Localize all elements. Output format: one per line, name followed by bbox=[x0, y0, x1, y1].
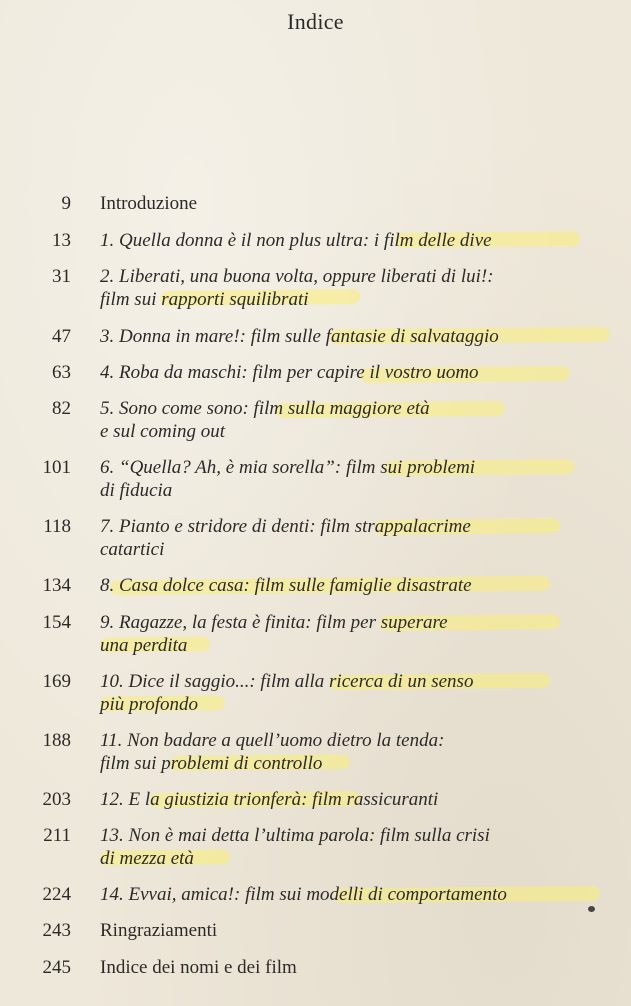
toc-page-number: 47 bbox=[52, 326, 71, 347]
toc-title: 4. Roba da maschi: film per capire il vostro uomo bbox=[100, 362, 479, 383]
toc-title: 7. Pianto e stridore di denti: film strappalacrime catartici bbox=[100, 516, 471, 560]
toc-page-number: 101 bbox=[42, 457, 71, 478]
toc-title: 13. Non è mai detta l’ultima parola: film sulla crisi di mezza età bbox=[100, 825, 490, 869]
toc-title: 10. Dice il saggio...: film alla ricerca di un senso più profondo bbox=[100, 671, 474, 715]
toc-title: 6. “Quella? Ah, è mia sorella”: film sui problemi di fiducia bbox=[100, 457, 476, 501]
toc-title: 1. Quella donna è il non plus ultra: i film delle dive bbox=[100, 230, 492, 251]
toc-page-number: 63 bbox=[52, 362, 71, 383]
page-title: Indice bbox=[287, 9, 344, 34]
ink-smudge bbox=[588, 906, 595, 912]
toc-title: Ringraziamenti bbox=[100, 920, 218, 941]
toc-title: 12. E la giustizia trionferà: film rassicuranti bbox=[100, 789, 439, 810]
toc-page-number: 13 bbox=[52, 230, 71, 251]
toc-page-number: 31 bbox=[52, 266, 71, 287]
toc-page-number: 82 bbox=[52, 398, 71, 419]
toc-page-number: 154 bbox=[42, 612, 71, 633]
toc-page-number: 118 bbox=[43, 516, 71, 537]
toc-page-number: 211 bbox=[43, 825, 71, 846]
toc-page-number: 245 bbox=[42, 957, 71, 978]
toc-title: 2. Liberati, una buona volta, oppure liberati di lui!: film sui rapporti squilibrati bbox=[100, 266, 494, 310]
toc-title: Introduzione bbox=[100, 193, 198, 214]
toc-page-number: 188 bbox=[42, 730, 71, 751]
toc-title: 5. Sono come sono: film sulla maggiore età e sul coming out bbox=[100, 398, 430, 442]
toc-title: 9. Ragazze, la festa è finita: film per superare una perdita bbox=[100, 612, 448, 656]
toc-title: 8. Casa dolce casa: film sulle famiglie disastrate bbox=[100, 575, 472, 596]
toc-page-number: 134 bbox=[42, 575, 71, 596]
toc-title: Indice dei nomi e dei film bbox=[100, 957, 297, 978]
toc-title: 11. Non badare a quell’uomo dietro la tenda: film sui problemi di controllo bbox=[100, 730, 445, 774]
toc-title: 14. Evvai, amica!: film sui modelli di comportamento bbox=[100, 884, 507, 905]
toc-page-number: 224 bbox=[42, 884, 71, 905]
toc-title: 3. Donna in mare!: film sulle fantasie di salvataggio bbox=[100, 326, 499, 347]
toc-page-number: 169 bbox=[42, 671, 71, 692]
toc-page-number: 203 bbox=[42, 789, 71, 810]
toc-page-number: 9 bbox=[61, 193, 71, 214]
toc-page-number: 243 bbox=[42, 920, 71, 941]
